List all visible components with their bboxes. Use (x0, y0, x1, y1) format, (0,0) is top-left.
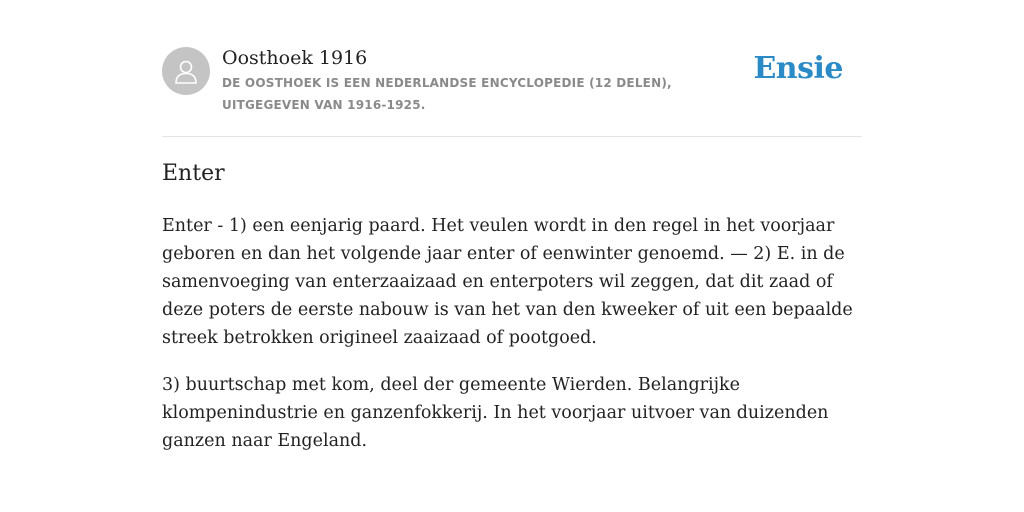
user-silhouette-icon (172, 57, 200, 85)
article-paragraph: Enter - 1) een eenjarig paard. Het veulen wordt in den regel in het voorjaar geboren en dan het volgende jaar enter of eenwinter genoemd. — 2) E. in de samenvoeging van enterzaaizaad en enterpoters wil zeggen, dat dit zaad of deze poters de eerste nabouw is van het van den kweeker of uit een bepaalde streek betrokken origineel zaaizaad of pootgoed. (162, 216, 853, 348)
article-paragraph: 3) buurtschap met kom, deel der gemeente Wierden. Belangrijke klompenindustrie en ganzenfokkerij. In het voorjaar uitvoer van duizenden ganzen naar Engeland. (162, 375, 829, 451)
source-description: DE OOSTHOEK IS EEN NEDERLANDSE ENCYCLOPEDIE (12 DELEN), UITGEGEVEN VAN 1916-1925. (222, 76, 672, 112)
ensie-logo-link[interactable]: Ensie (753, 51, 843, 86)
source-name[interactable]: Oosthoek 1916 (222, 47, 368, 69)
avatar[interactable] (162, 47, 210, 95)
article-card (162, 0, 862, 451)
source-header (162, 0, 862, 137)
article-title: Enter (162, 161, 225, 186)
